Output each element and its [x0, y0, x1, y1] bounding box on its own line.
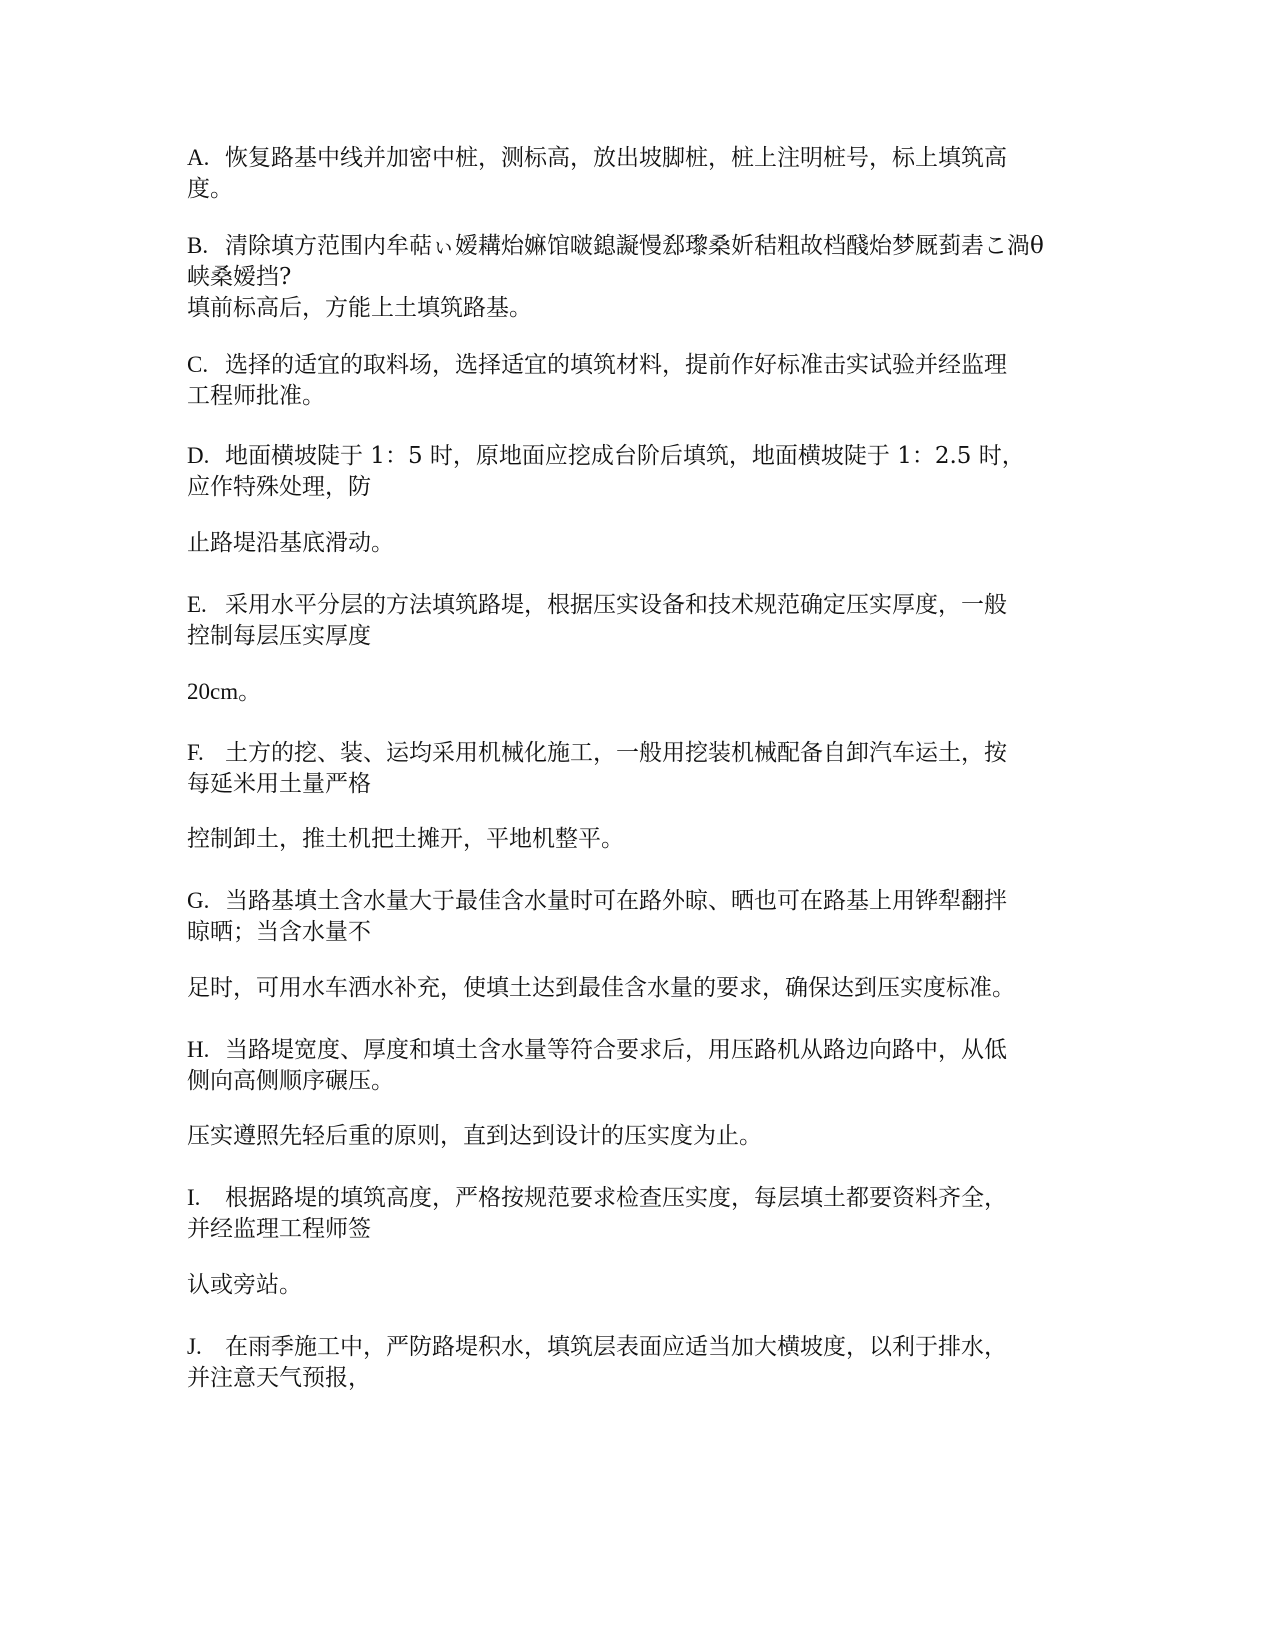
- paragraph-e: [187, 589, 1087, 652]
- paragraph-e-continued: [187, 676, 1087, 707]
- paragraph-line: 并经监理工程师签: [187, 1216, 371, 1242]
- paragraph-line: 度。: [187, 176, 233, 202]
- paragraph-f: [187, 737, 1087, 800]
- paragraph-line: 根据路堤的填筑高度，严格按规范要求检查压实度，每层填土都要资料齐全，: [225, 1185, 1007, 1211]
- paragraph-line: 填前标高后，方能上土填筑路基。: [187, 295, 532, 321]
- item-marker: D.: [187, 443, 210, 468]
- item-marker: J.: [187, 1334, 202, 1359]
- paragraph-d: [187, 440, 1087, 503]
- paragraph-b: [187, 230, 1087, 324]
- paragraph-g-continued: [187, 973, 1087, 1004]
- paragraph-line: 清除填方范围内牟萜ぃ嫒耩炲嫲馆啵鎴譺慢郄瓈桑妡秸粗故档醆炲梦厩菿砉こ渦θ: [225, 233, 1044, 259]
- paragraph-j: [187, 1331, 1087, 1394]
- paragraph-line: 控制每层压实厚度: [187, 623, 371, 649]
- paragraph-line: 控制卸土，推土机把土摊开，平地机整平。: [187, 826, 624, 852]
- item-marker: H.: [187, 1037, 210, 1062]
- paragraph-i-continued: [187, 1270, 1087, 1301]
- paragraph-line: 应作特殊处理，防: [187, 474, 371, 500]
- paragraph-line: 足时，可用水车洒水补充，使填土达到最佳含水量的要求，确保达到压实度标准。: [187, 975, 1015, 1001]
- paragraph-a: [187, 142, 1087, 205]
- paragraph-c: [187, 349, 1087, 412]
- paragraph-line: 当路堤宽度、厚度和填土含水量等符合要求后，用压路机从路边向路中，从低: [225, 1037, 1007, 1063]
- item-marker: I.: [187, 1185, 201, 1210]
- paragraph-g: [187, 885, 1087, 948]
- paragraph-line: 采用水平分层的方法填筑路堤，根据压实设备和技术规范确定压实厚度，一般: [225, 592, 1007, 618]
- paragraph-line: 压实遵照先轻后重的原则，直到达到设计的压实度为止。: [187, 1123, 762, 1149]
- item-marker: E.: [187, 592, 207, 617]
- paragraph-line: 在雨季施工中，严防路堤积水，填筑层表面应适当加大横坡度，以利于排水，: [225, 1334, 1007, 1360]
- paragraph-line: 认或旁站。: [187, 1272, 302, 1298]
- paragraph-f-continued: [187, 824, 1087, 855]
- paragraph-line: 土方的挖、装、运均采用机械化施工，一般用挖装机械配备自卸汽车运土，按: [225, 740, 1007, 766]
- paragraph-line: 选择的适宜的取料场，选择适宜的填筑材料，提前作好标准击实试验并经监理: [225, 352, 1007, 378]
- item-marker: B.: [187, 233, 209, 258]
- paragraph-line: 晾晒；当含水量不: [187, 919, 371, 945]
- paragraph-line: 20cm。: [187, 679, 262, 704]
- item-marker: G.: [187, 888, 210, 913]
- paragraph-line: 峡桑嫒挡?: [187, 264, 292, 290]
- paragraph-h-continued: [187, 1121, 1087, 1152]
- paragraph-line: 侧向高侧顺序碾压。: [187, 1068, 394, 1094]
- paragraph-i: [187, 1182, 1087, 1245]
- item-marker: A.: [187, 145, 210, 170]
- item-marker: F.: [187, 740, 204, 765]
- paragraph-line: 每延米用土量严格: [187, 771, 371, 797]
- paragraph-line: 当路基填土含水量大于最佳含水量时可在路外晾、晒也可在路基上用铧犁翻拌: [225, 888, 1007, 914]
- item-marker: C.: [187, 352, 209, 377]
- paragraph-line: 恢复路基中线并加密中桩，测标高，放出坡脚桩，桩上注明桩号，标上填筑高: [225, 145, 1007, 171]
- paragraph-d-continued: [187, 528, 1087, 559]
- paragraph-h: [187, 1034, 1087, 1097]
- paragraph-line: 工程师批准。: [187, 383, 325, 409]
- paragraph-line: 并注意天气预报，: [187, 1365, 371, 1391]
- paragraph-line: 地面横坡陡于 1：5 时，原地面应挖成台阶后填筑，地面横坡陡于 1：2.5 时，: [225, 443, 1025, 469]
- paragraph-line: 止路堤沿基底滑动。: [187, 530, 394, 556]
